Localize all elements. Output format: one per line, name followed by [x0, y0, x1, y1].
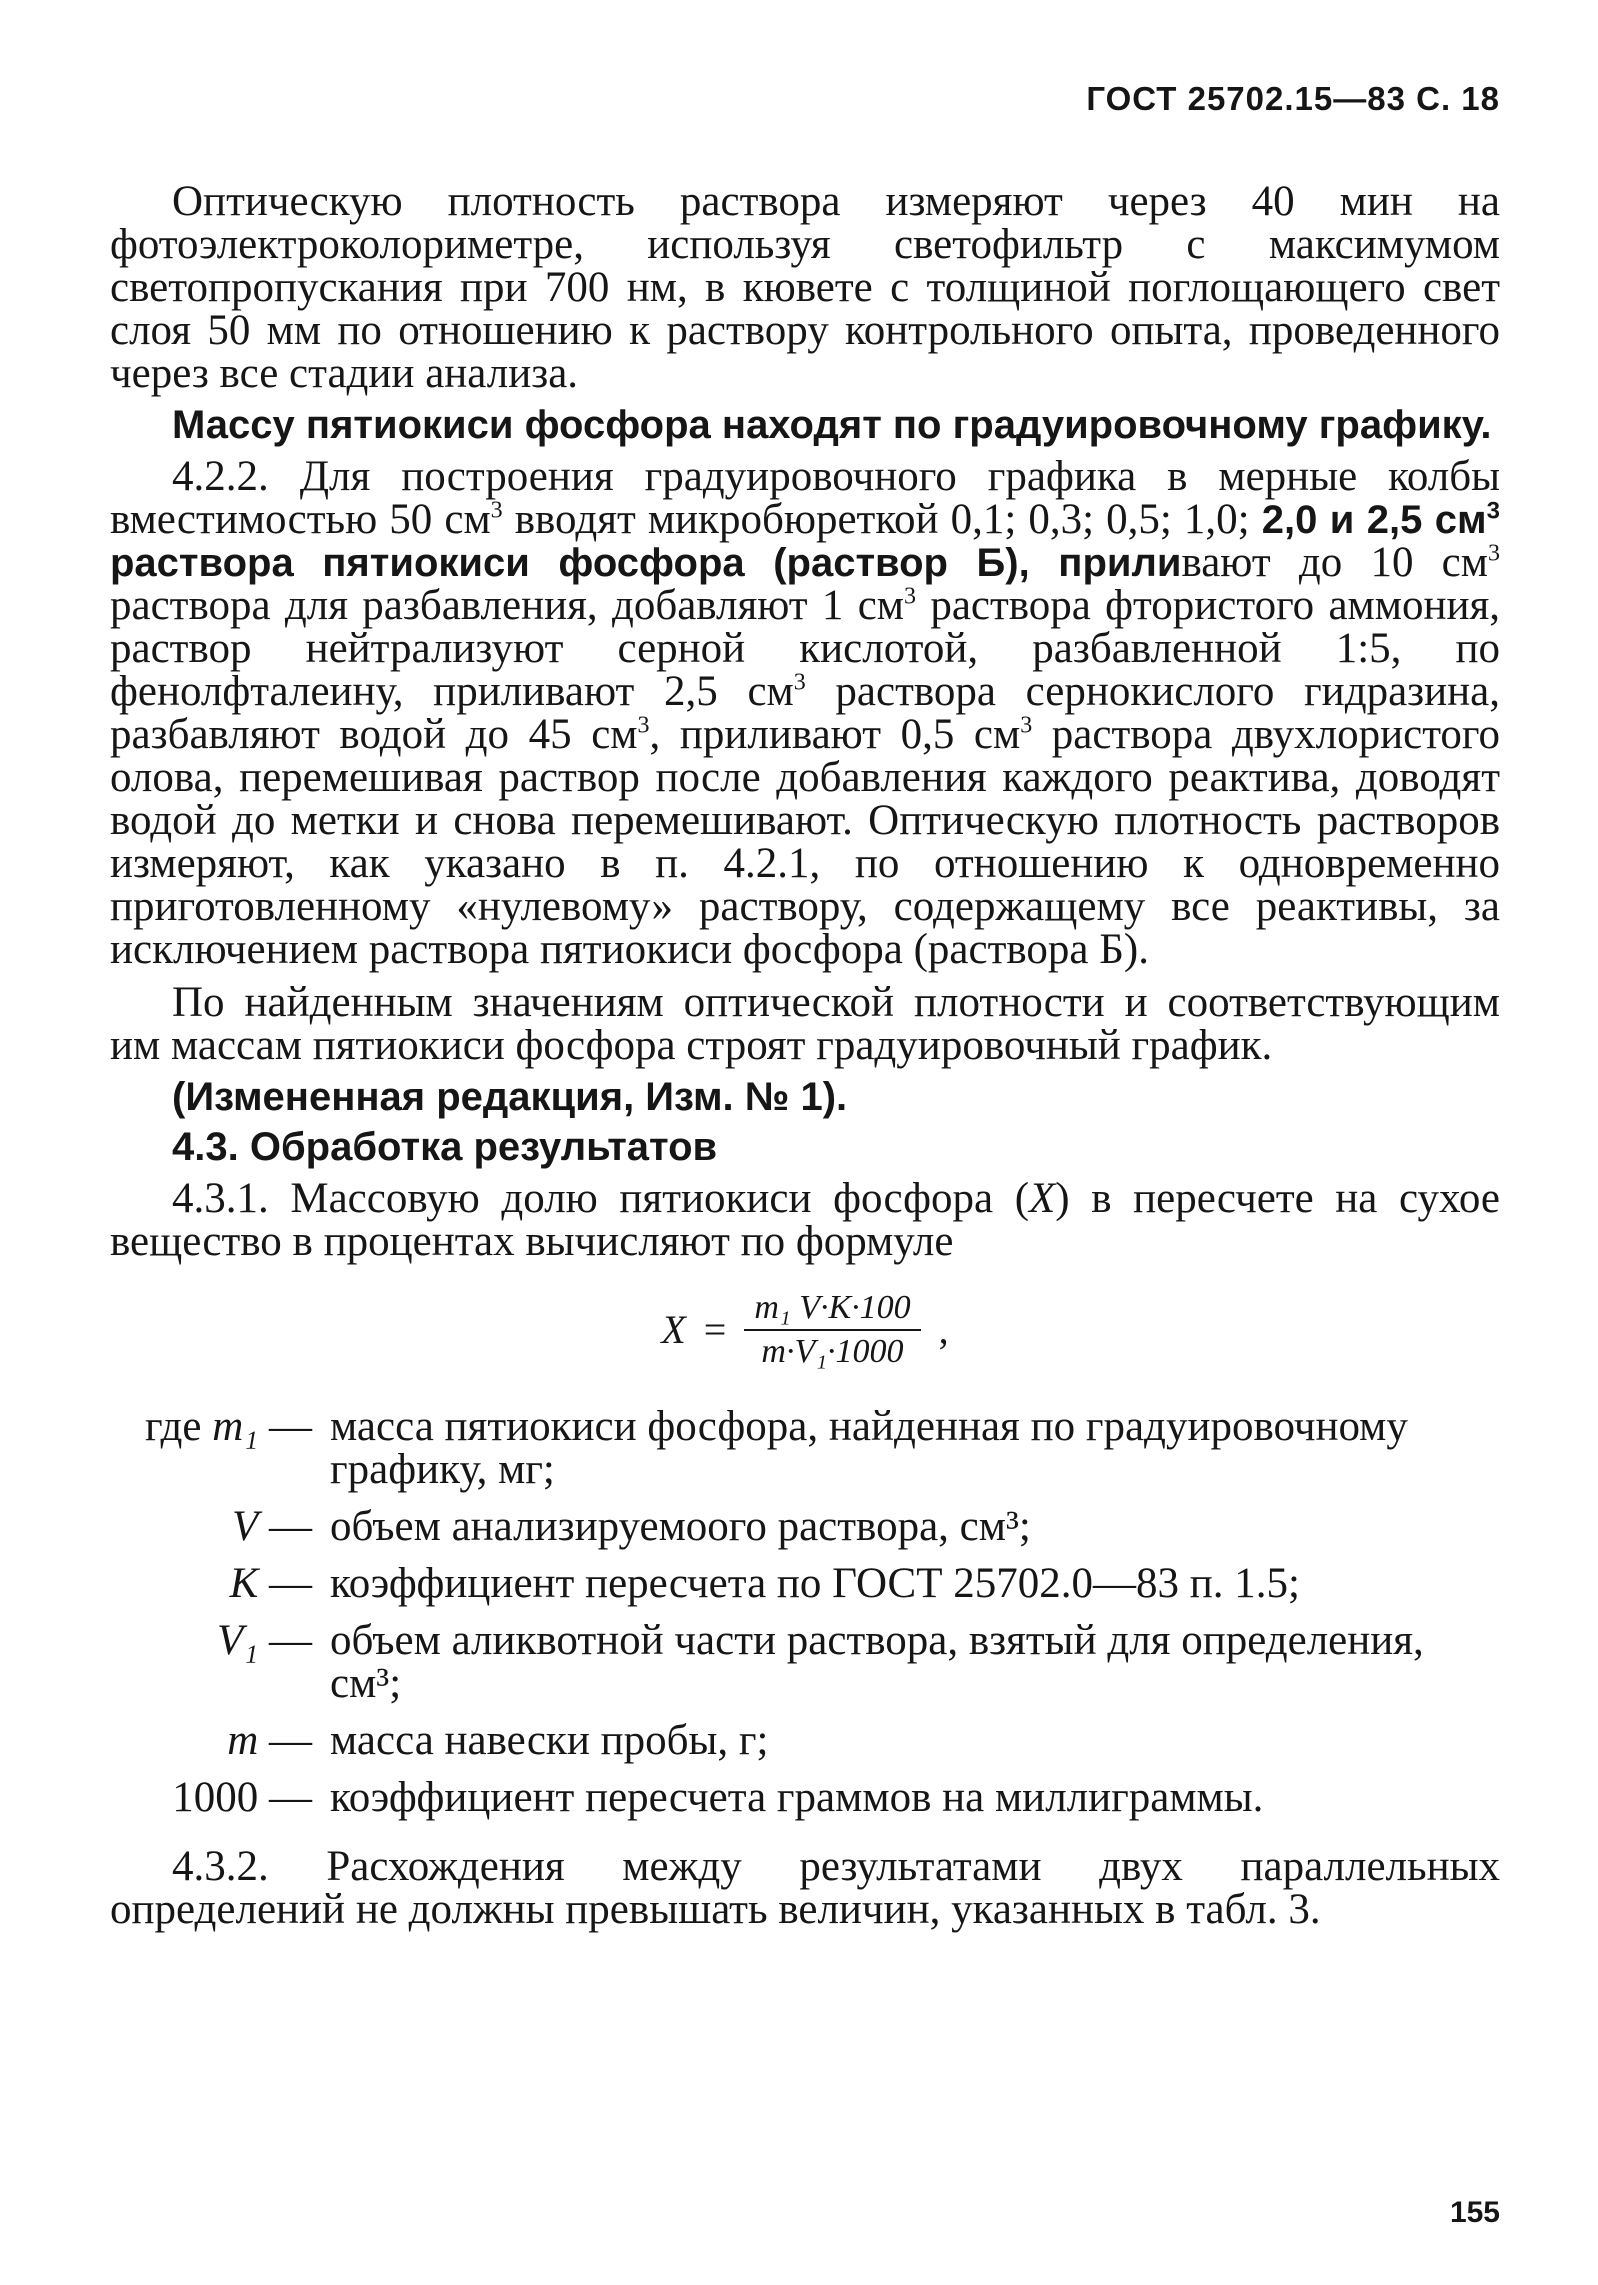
superscript: 3: [1486, 497, 1501, 525]
paragraph-mass-finding: Массу пятиокиси фосфора находят по градуировочному графику.: [172, 403, 1492, 447]
text-span: вают до 10 см: [1181, 539, 1488, 586]
variable-definitions: [110, 1405, 1500, 1819]
variable-x: X: [1029, 1175, 1056, 1222]
symbol-v1: V₁: [217, 1617, 259, 1664]
definition-dash: —: [258, 1774, 312, 1821]
text-span: раствора для разбавления, добавляют 1 см: [110, 582, 905, 629]
definition-symbol: [110, 1776, 330, 1819]
definition-symbol: [110, 1719, 330, 1762]
page-header: ГОСТ 25702.15—83 С. 18: [1086, 80, 1500, 117]
text-span: раствора сернокислого гидразина, разбавляют водой до 45 см: [110, 668, 1501, 758]
document-page: [110, 80, 1500, 2230]
definition-prefix: где: [145, 1403, 213, 1450]
superscript: 3: [1020, 712, 1033, 739]
superscript: 3: [793, 669, 806, 696]
definition-dash: —: [258, 1617, 312, 1664]
definition-dash: —: [258, 1560, 312, 1607]
formula-lhs: X: [661, 1307, 686, 1352]
superscript: 3: [904, 583, 917, 610]
text-span: раствора пятиокиси фосфора (раствор Б), прили: [110, 541, 1182, 585]
formula-denominator: m·V₁·1000: [761, 1333, 904, 1370]
symbol-v: V: [231, 1503, 259, 1550]
formula-numerator: m₁ V·K·100: [744, 1291, 920, 1331]
section-heading-4-3: 4.3. Обработка результатов: [172, 1125, 718, 1169]
formula-equals: =: [703, 1307, 727, 1352]
definition-dash: —: [258, 1717, 312, 1764]
superscript: 3: [490, 497, 503, 524]
paragraph-4-2-2: [110, 455, 1500, 971]
definition-symbol: [110, 1619, 330, 1705]
symbol-m1: m₁: [212, 1403, 259, 1450]
paragraph-optical-density: Оптическую плотность раствора измеряют через 40 мин на фотоэлектроколориметре, используя светофильтр с максимумом светопропускания при 700 нм, в кювете с толщиной поглощающего свет слоя 50 мм по отношению к раствору контрольного опыта, проведенного через все стадии анализа.: [110, 178, 1500, 397]
text-span: раствора фтористого аммония, раствор нейтрализуют серной кислотой, разбавленной 1:5, по фенолфталеину, приливают 2,5 см: [110, 582, 1501, 715]
definition-symbol: [110, 1505, 330, 1548]
definition-text: масса пятиокиси фосфора, найденная по градуировочному графику, мг;: [330, 1403, 1408, 1493]
text-span: , приливают 0,5 см: [649, 711, 1021, 758]
definition-text: масса навески пробы, г;: [330, 1717, 769, 1764]
definition-dash: —: [258, 1403, 312, 1450]
text-span: вводят микробюреткой 0,1; 0,3; 0,5; 1,0;: [502, 496, 1262, 543]
definition-text: объем аликвотной части раствора, взятый для определения, см³;: [330, 1617, 1424, 1707]
page-number: 155: [1449, 2196, 1500, 2229]
definition-text: объем анализируемоого раствора, см³;: [330, 1503, 1031, 1550]
text-span: 4.3.1. Массовую долю пятиокиси фосфора (: [172, 1175, 1030, 1222]
paragraph-revision-note: (Измененная редакция, Изм. № 1).: [172, 1075, 848, 1119]
symbol-k: K: [229, 1560, 259, 1607]
symbol-1000: 1000: [172, 1774, 259, 1821]
paragraph-4-3-1: [110, 1177, 1500, 1263]
superscript: 3: [637, 712, 650, 739]
text-span: ) в пересчете на сухое вещество в процентах вычисляют по формуле: [110, 1175, 1500, 1265]
formula-fraction: [744, 1291, 920, 1369]
document-body: [110, 180, 1500, 1941]
definition-text: коэффициент пересчета по ГОСТ 25702.0—83 п. 1.5;: [330, 1560, 1300, 1607]
formula-comma: ,: [938, 1307, 949, 1352]
text-span: 4.2.2. Для построения градуировочного графика в мерные колбы вместимостью 50 см: [110, 453, 1500, 543]
definition-symbol: [110, 1562, 330, 1605]
paragraph-4-3-2: 4.3.2. Расхождения между результатами двух параллельных определений не должны превышать величин, указанных в табл. 3.: [110, 1843, 1500, 1933]
definition-dash: —: [258, 1503, 312, 1550]
text-span: раствора двухлористого олова, перемешивая раствор после добавления каждого реактива, доводят водой до метки и снова перемешивают. Оптическую плотность растворов измеряют, как указано в п. 4.2.1, по отношению к одновременно приготовленному «нулевому» раствору, содержащему все реактивы, за исключением раствора пятиокиси фосфора (раствора Б).: [110, 711, 1500, 973]
formula: [110, 1291, 1500, 1369]
superscript: 3: [1487, 540, 1500, 567]
definition-text: коэффициент пересчета граммов на миллиграммы.: [330, 1774, 1264, 1821]
text-span: 2,0 и 2,5 см: [1261, 498, 1487, 542]
paragraph-graph-building: По найденным значениям оптической плотности и соответствующим им массам пятиокиси фосфора строят градуировочный график.: [110, 979, 1500, 1069]
definition-symbol: [110, 1405, 330, 1491]
symbol-m: m: [227, 1717, 259, 1764]
